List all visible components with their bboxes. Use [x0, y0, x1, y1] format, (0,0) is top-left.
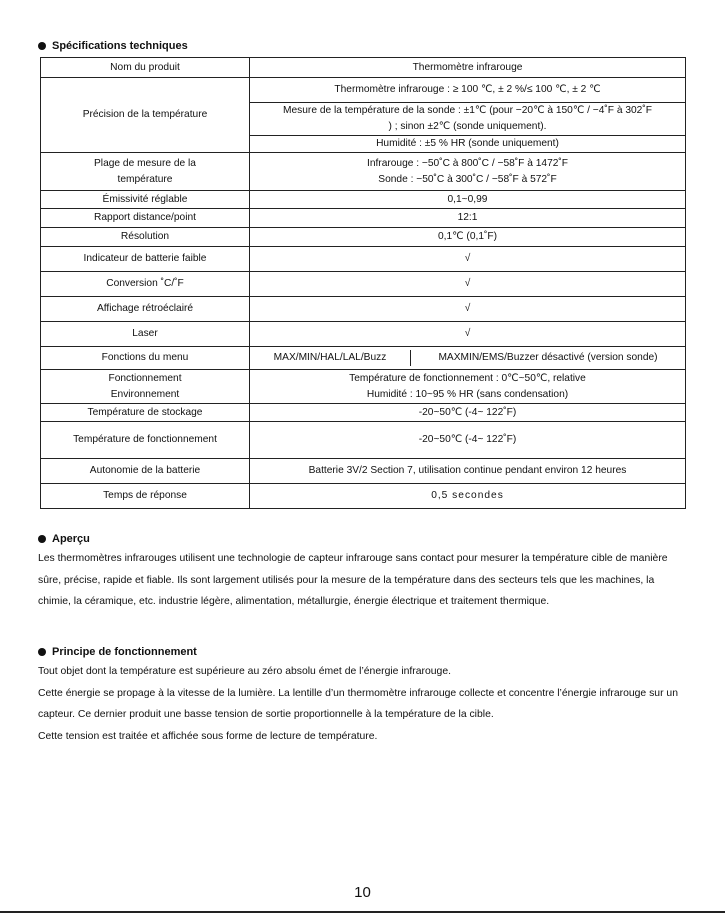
table-row	[41, 459, 686, 484]
table-row	[41, 422, 686, 459]
table-row	[41, 404, 686, 422]
page-number: 10	[354, 884, 371, 901]
row-label: Nom du produit	[41, 58, 250, 78]
value-line: Sonde : −50˚C à 300˚C / −58˚F à 572˚F	[378, 173, 557, 185]
table-row	[41, 209, 686, 228]
row-label: Température de stockage	[41, 404, 250, 422]
row-value: -20~50℃ (-4~ 122˚F)	[250, 404, 686, 422]
row-label	[41, 370, 250, 404]
table-row	[41, 58, 686, 78]
row-value: 0,1℃ (0,1˚F)	[250, 228, 686, 247]
row-value: Thermomètre infrarouge : ≥ 100 ℃, ± 2 %/≤ 100 ℃, ± 2 ℃	[250, 78, 686, 103]
value-line: ) ; sinon ±2℃ (sonde uniquement).	[388, 121, 547, 132]
spec-table	[40, 57, 686, 509]
row-value: 0,1~0,99	[250, 191, 686, 209]
row-label: Émissivité réglable	[41, 191, 250, 209]
row-label	[41, 153, 250, 191]
row-value: Batterie 3V/2 Section 7, utilisation continue pendant environ 12 heures	[250, 459, 686, 484]
row-label: Température de fonctionnement	[41, 422, 250, 459]
overview-heading-text: Aperçu	[52, 533, 90, 545]
table-row	[41, 347, 686, 370]
row-value: Thermomètre infrarouge	[250, 58, 686, 78]
row-value: Humidité : ±5 % HR (sonde uniquement)	[250, 136, 686, 153]
menu-value-left: MAX/MIN/HAL/LAL/Buzz	[250, 350, 411, 366]
row-value	[250, 347, 686, 370]
value-line: Mesure de la température de la sonde : ±1℃ (pour −20℃ à 150℃ / −4˚F à 302˚F	[283, 105, 652, 116]
specs-heading	[38, 40, 188, 52]
bullet-icon	[38, 648, 46, 656]
row-label: Affichage rétroéclairé	[41, 297, 250, 322]
table-row	[41, 247, 686, 272]
bottom-divider	[0, 911, 725, 913]
principle-line: Cette tension est traitée et affichée sous forme de lecture de température.	[38, 730, 378, 742]
table-row	[41, 78, 686, 103]
bullet-icon	[38, 42, 46, 50]
row-value: 12:1	[250, 209, 686, 228]
bullet-icon	[38, 535, 46, 543]
row-value	[250, 153, 686, 191]
row-value	[250, 103, 686, 136]
table-row	[41, 322, 686, 347]
label-line: Fonctionnement	[108, 372, 182, 384]
menu-value-right: MAXMIN/EMS/Buzzer désactivé (version sonde)	[438, 352, 658, 363]
row-label: Précision de la température	[41, 78, 250, 153]
row-value	[250, 370, 686, 404]
specs-heading-text: Spécifications techniques	[52, 40, 188, 52]
row-label: Fonctions du menu	[41, 347, 250, 370]
overview-paragraph: Les thermomètres infrarouges utilisent une technologie de capteur infrarouge sans contact pour mesurer la température cible de manière sûre, précise, rapide et fiable. Ils sont largement utilisés pour la mesure de la température dans des secteurs tels que les machines, la chimie, la céramique, etc. industrie légère, alimentation, métallurgie, énergie électrique et traitement thermique.	[38, 553, 668, 607]
principle-heading-text: Principe de fonctionnement	[52, 646, 197, 658]
table-row	[41, 297, 686, 322]
table-row	[41, 484, 686, 509]
value-line: Température de fonctionnement : 0℃~50℃, relative	[349, 372, 586, 384]
row-value: 0,5 secondes	[250, 484, 686, 509]
label-line: Plage de mesure de la	[94, 157, 196, 169]
principle-line: Cette énergie se propage à la vitesse de la lumière. La lentille d’un thermomètre infrarouge collecte et concentre l’énergie infrarouge sur un capteur. Ce dernier produit une basse tension de sortie proportionnelle à la température de la cible.	[38, 687, 678, 720]
row-label: Laser	[41, 322, 250, 347]
table-row	[41, 370, 686, 404]
principle-line: Tout objet dont la température est supérieure au zéro absolu émet de l’énergie infrarouge.	[38, 666, 451, 677]
overview-heading	[38, 533, 90, 545]
check-mark-icon: √	[250, 297, 686, 322]
row-value: -20~50℃ (-4~ 122˚F)	[250, 422, 686, 459]
label-line: température	[117, 173, 173, 185]
row-label: Autonomie de la batterie	[41, 459, 250, 484]
check-mark-icon: √	[250, 272, 686, 297]
table-row	[41, 153, 686, 191]
row-label: Temps de réponse	[41, 484, 250, 509]
row-label: Conversion ˚C/˚F	[41, 272, 250, 297]
principle-paragraph	[38, 661, 688, 747]
menu-split	[250, 350, 685, 366]
table-row	[41, 272, 686, 297]
row-label: Indicateur de batterie faible	[41, 247, 250, 272]
label-line: Environnement	[110, 388, 180, 400]
row-label: Résolution	[41, 228, 250, 247]
value-line: Infrarouge : −50˚C à 800˚C / −58˚F à 1472˚F	[366, 157, 569, 169]
principle-heading	[38, 646, 197, 658]
value-line: Humidité : 10~95 % HR (sans condensation)	[366, 388, 569, 400]
row-label: Rapport distance/point	[41, 209, 250, 228]
table-row	[41, 228, 686, 247]
table-row	[41, 191, 686, 209]
check-mark-icon: √	[250, 322, 686, 347]
check-mark-icon: √	[250, 247, 686, 272]
